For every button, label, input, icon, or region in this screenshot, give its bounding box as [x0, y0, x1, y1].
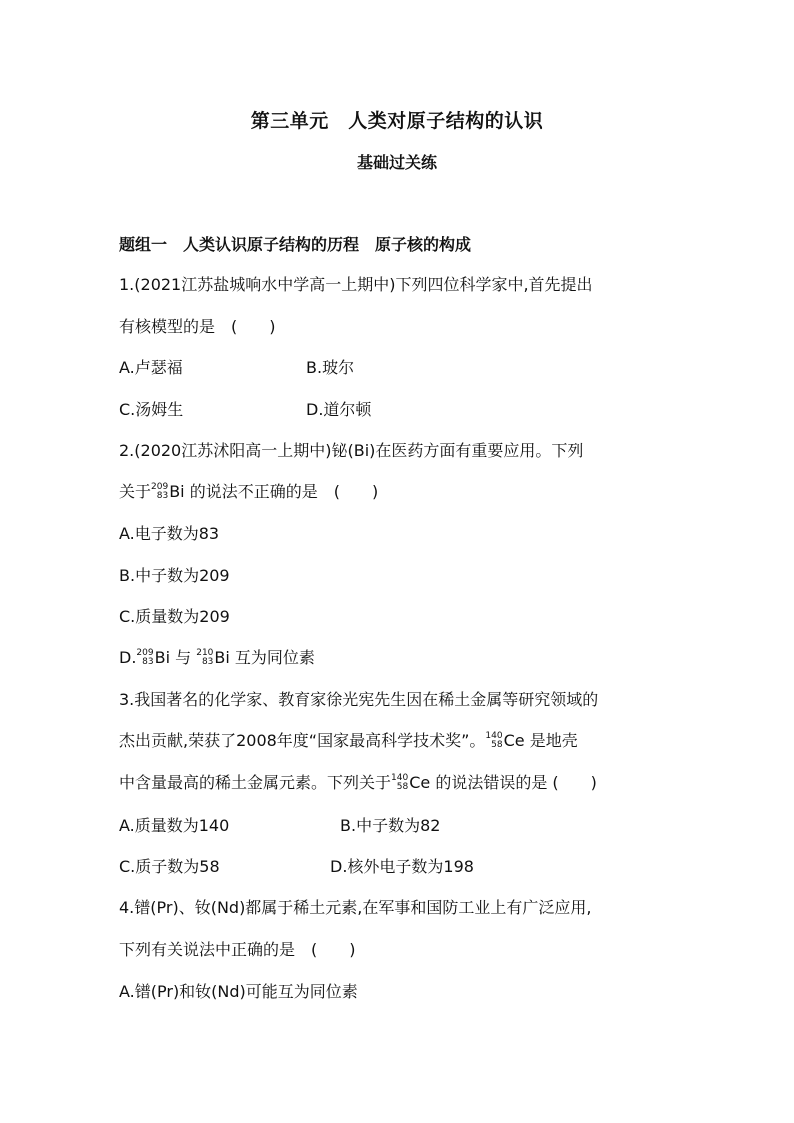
q2-option-b: B.中子数为209	[119, 566, 230, 585]
q2-option-c: C.质量数为209	[119, 607, 230, 626]
nuclide-bi-209	[136, 649, 153, 667]
q2-option-d-pre: D.	[119, 648, 137, 667]
q3-option-a: A.质量数为140	[119, 816, 230, 835]
nuclide-atomic-number: 83	[201, 656, 214, 667]
q1-option-d: D.道尔顿	[306, 400, 372, 419]
q2-line2-pre: 关于	[119, 482, 152, 501]
nuclide-mass-number: 210	[196, 647, 214, 658]
nuclide-mass-number: 209	[151, 481, 169, 492]
nuclide-symbol: Bi	[214, 648, 230, 667]
nuclide-mass-number: 140	[485, 730, 503, 741]
q2-option-d-mid: 与	[175, 648, 192, 667]
q3-line2-post: 是地壳	[529, 731, 578, 750]
nuclide-atomic-number: 83	[142, 656, 154, 667]
q3-line2	[119, 731, 578, 751]
q3-line3-pre: 中含量最高的稀土金属元素。下列关于	[119, 773, 392, 792]
nuclide-ce-140	[391, 774, 408, 792]
nuclide-atomic-number: 58	[491, 739, 503, 750]
q2-line2-post: 的说法不正确的是 ( )	[189, 482, 379, 501]
q3-option-b: B.中子数为82	[340, 816, 441, 835]
nuclide-mass-number: 209	[136, 647, 154, 658]
nuclide-bi-210	[196, 649, 213, 667]
nuclide-atomic-number: 58	[396, 781, 409, 792]
q2-line1: 2.(2020江苏沭阳高一上期中)铋(Bi)在医药方面有重要应用。下列	[119, 441, 584, 460]
q3-line1: 3.我国著名的化学家、教育家徐光宪先生因在稀土金属等研究领域的	[119, 690, 599, 709]
q3-line2-pre: 杰出贡献,荣获了2008年度“国家最高科学技术奖”。	[119, 731, 486, 750]
q1-option-c: C.汤姆生	[119, 400, 184, 419]
q2-line2	[119, 482, 378, 502]
q3-line3-post: 的说法错误的是 ( )	[435, 773, 597, 792]
nuclide-symbol: Bi	[169, 482, 185, 501]
nuclide-symbol: Bi	[154, 648, 171, 667]
nuclide-mass-number: 140	[391, 772, 409, 783]
page-title: 第三单元 人类对原子结构的认识	[250, 110, 544, 132]
q2-option-a: A.电子数为83	[119, 524, 220, 543]
nuclide-ce-140	[485, 732, 502, 750]
nuclide-symbol: Ce	[503, 731, 525, 750]
q1-option-b: B.玻尔	[306, 358, 355, 377]
nuclide-symbol: Ce	[409, 773, 431, 792]
nuclide-atomic-number: 83	[156, 490, 169, 501]
q1-line2: 有核模型的是 ( )	[119, 317, 276, 336]
q2-option-d-post: 互为同位素	[234, 648, 315, 667]
q3-line3	[119, 773, 597, 793]
q4-option-a: A.镨(Pr)和钕(Nd)可能互为同位素	[119, 982, 358, 1001]
q1-option-a: A.卢瑟福	[119, 358, 183, 377]
q3-option-c: C.质子数为58	[119, 857, 220, 876]
page-subtitle: 基础过关练	[356, 153, 437, 172]
nuclide-bi-209	[151, 483, 168, 501]
section-heading: 题组一 人类认识原子结构的历程 原子核的构成	[119, 235, 472, 254]
q4-line2: 下列有关说法中正确的是 ( )	[119, 940, 356, 959]
q4-line1: 4.镨(Pr)、钕(Nd)都属于稀土元素,在军事和国防工业上有广泛应用,	[119, 898, 592, 917]
q3-option-d: D.核外电子数为198	[330, 857, 474, 876]
q2-option-d	[119, 648, 315, 668]
q1-line1: 1.(2021江苏盐城响水中学高一上期中)下列四位科学家中,首先提出	[119, 275, 593, 294]
